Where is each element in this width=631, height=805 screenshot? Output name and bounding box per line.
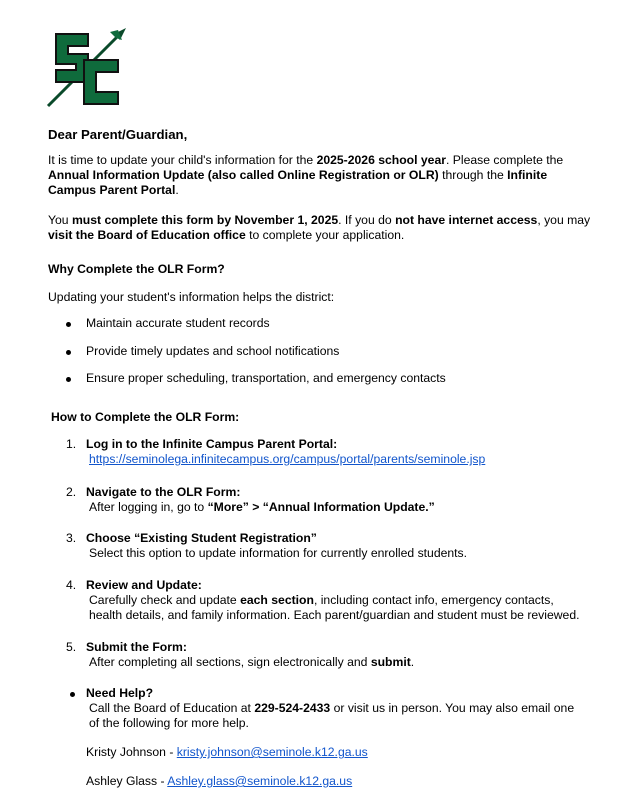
deadline-paragraph: You must complete this form by November 1, 2025. If you do not have internet access, you may visit the Board of Education office to complete your application. <box>48 213 591 242</box>
contact-ashley: Ashley Glass - Ashley.glass@seminole.k12.ga.us <box>86 774 353 788</box>
why-heading: Why Complete the OLR Form? <box>48 262 225 276</box>
greeting: Dear Parent/Guardian, <box>48 127 188 142</box>
intro-paragraph: It is time to update your child's information for the 2025-2026 school year. Please complete the Annual Information Update (also called Online Registration or OLR) through the Infinite Campus Parent Portal. <box>48 153 564 197</box>
bullet-icon <box>66 350 71 355</box>
step-3: 3. Choose “Existing Student Registration” Select this option to update information for currently enrolled students. <box>66 531 468 560</box>
school-logo-sc <box>44 26 130 110</box>
how-heading: How to Complete the OLR Form: <box>51 410 240 424</box>
step-2: 2. Navigate to the OLR Form: After logging in, go to “More” > “Annual Information Update.” <box>66 485 435 514</box>
contact-kristy: Kristy Johnson - kristy.johnson@seminole.k12.ga.us <box>86 745 368 759</box>
step-5: 5. Submit the Form: After completing all sections, sign electronically and submit. <box>66 640 415 669</box>
portal-link[interactable]: https://seminolega.infinitecampus.org/campus/portal/parents/seminole.jsp <box>89 452 486 466</box>
step-4: 4. Review and Update: Carefully check and update each section, including contact info, emergency contacts, health details, and family information. Each parent/guardian and student must be reviewed. <box>66 578 580 622</box>
bullet-icon <box>66 377 71 382</box>
email-link[interactable]: kristy.johnson@seminole.k12.ga.us <box>176 745 368 759</box>
bullet-icon <box>66 322 71 327</box>
step-1: 1. Log in to the Infinite Campus Parent Portal: https://seminolega.infinitecampus.org/campus/portal/parents/seminole.jsp <box>66 437 486 466</box>
email-link[interactable]: Ashley.glass@seminole.k12.ga.us <box>167 774 353 788</box>
updating-intro: Updating your student's information helps the district: <box>48 290 335 304</box>
list-item: Provide timely updates and school notifications <box>62 344 582 372</box>
help-section: Need Help? Call the Board of Education at 229-524-2433 or visit us in person. You may also email one of the following for more help. <box>86 686 575 730</box>
list-item: Ensure proper scheduling, transportation, and emergency contacts <box>62 371 582 399</box>
list-item: Maintain accurate student records <box>62 316 582 344</box>
benefits-list <box>62 316 582 399</box>
